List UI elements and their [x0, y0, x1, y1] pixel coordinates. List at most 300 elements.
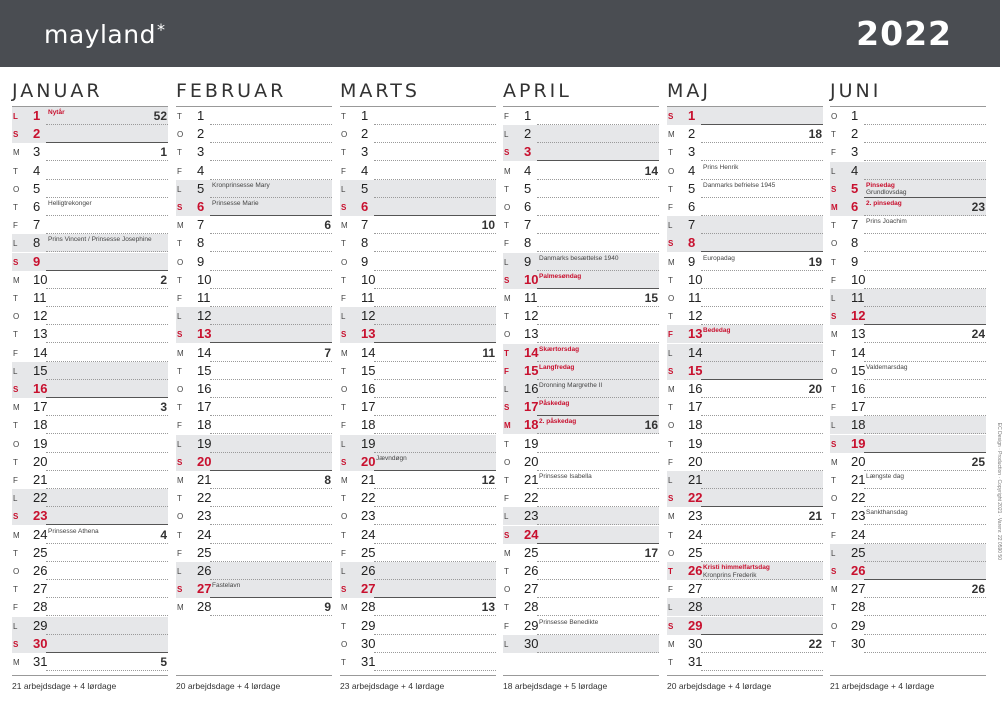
day-row	[340, 562, 496, 580]
weekday-letter: L	[341, 184, 346, 194]
weekday-letter: F	[668, 457, 673, 467]
weekday-letter: F	[341, 294, 346, 303]
weekday-letter: F	[13, 476, 18, 485]
day-row	[830, 416, 986, 434]
week-number: 17	[644, 545, 658, 560]
day-row	[667, 380, 823, 398]
day-row	[340, 507, 496, 525]
weekday-letter: F	[177, 548, 182, 558]
weekday-letter: L	[341, 312, 346, 322]
weekday-letter: F	[177, 294, 182, 303]
weekday-letter: T	[341, 403, 346, 413]
weekday-letter: O	[668, 548, 675, 558]
day-number: 13	[33, 326, 48, 342]
day-row	[503, 435, 659, 453]
weekday-letter: S	[504, 530, 510, 540]
day-number: 4	[524, 162, 532, 178]
day-number: 29	[851, 617, 866, 633]
day-row	[503, 198, 659, 216]
day-row	[12, 435, 168, 453]
weekday-letter: L	[831, 548, 836, 558]
day-number: 4	[851, 162, 859, 178]
day-event	[212, 582, 240, 590]
day-line	[537, 652, 659, 653]
weekday-letter: M	[504, 548, 511, 558]
day-row	[176, 107, 332, 125]
month-name: FEBRUAR	[176, 80, 287, 102]
day-row	[176, 180, 332, 198]
day-row	[340, 544, 496, 562]
day-row	[667, 580, 823, 598]
day-row	[830, 344, 986, 362]
day-number: 17	[361, 399, 376, 415]
day-row	[503, 143, 659, 161]
day-number: 10	[197, 271, 212, 287]
day-row	[667, 362, 823, 380]
day-number: 26	[524, 563, 539, 578]
day-row	[830, 526, 986, 544]
day-row	[503, 635, 659, 653]
day-row	[830, 107, 986, 125]
day-event	[866, 218, 907, 226]
day-number: 15	[688, 362, 703, 378]
weekday-letter: O	[831, 112, 838, 121]
day-number: 24	[524, 526, 539, 542]
day-number: 2	[361, 126, 369, 142]
week-number: 9	[324, 600, 331, 615]
weekday-letter: S	[177, 457, 183, 467]
day-row	[503, 107, 659, 125]
day-number: 13	[851, 326, 866, 342]
day-row	[503, 344, 659, 362]
weekday-letter: O	[177, 512, 184, 522]
weekday-letter: O	[177, 257, 184, 267]
week-number: 7	[324, 345, 331, 360]
day-row	[667, 125, 823, 143]
day-number: 5	[33, 180, 41, 196]
weekday-letter: T	[177, 403, 182, 413]
day-row	[830, 143, 986, 161]
day-event	[539, 382, 602, 390]
day-number: 12	[361, 308, 376, 324]
week-number: 16	[644, 418, 658, 433]
day-row	[667, 398, 823, 416]
day-number: 26	[197, 563, 212, 578]
weekday-letter: F	[504, 239, 509, 249]
day-number: 6	[851, 199, 859, 214]
day-row	[340, 453, 496, 471]
weekday-letter: T	[13, 548, 18, 558]
day-number: 9	[524, 253, 532, 269]
day-number: 19	[851, 435, 866, 451]
day-row	[12, 526, 168, 544]
weekday-letter: F	[341, 166, 346, 176]
day-row	[667, 562, 823, 580]
weekday-letter: L	[13, 239, 18, 249]
day-number: 7	[851, 217, 859, 233]
day-event	[703, 255, 735, 263]
month-name: MARTS	[340, 80, 420, 102]
day-number: 3	[688, 144, 696, 160]
event-text: Danmarks befrielse 1945	[703, 181, 776, 189]
day-number: 25	[851, 544, 866, 560]
weekday-letter: T	[831, 348, 836, 358]
day-number: 14	[524, 344, 539, 360]
day-row	[12, 507, 168, 525]
day-row	[667, 180, 823, 198]
day-row	[503, 580, 659, 598]
weekday-letter: T	[668, 148, 673, 158]
day-number: 1	[33, 108, 41, 123]
day-number: 27	[524, 581, 539, 597]
weekday-letter: F	[13, 603, 18, 613]
day-row	[12, 125, 168, 143]
weekday-letter: S	[13, 130, 19, 140]
day-number: 1	[524, 108, 532, 123]
event-text: Prinsesse Athena	[48, 527, 99, 535]
weekday-letter: M	[13, 275, 20, 285]
day-number: 16	[688, 381, 703, 396]
week-number: 12	[481, 473, 495, 487]
weekday-letter: T	[831, 130, 836, 140]
weekday-letter: T	[341, 494, 346, 504]
weekday-letter: M	[177, 348, 184, 358]
day-row	[503, 453, 659, 471]
weekday-letter: L	[504, 512, 509, 522]
weekday-letter: T	[504, 348, 509, 358]
day-event	[539, 418, 576, 426]
weekday-letter: S	[668, 494, 674, 504]
weekday-letter: T	[341, 621, 346, 631]
weekday-letter: M	[668, 385, 675, 394]
day-row	[830, 307, 986, 325]
day-number: 27	[688, 581, 703, 597]
day-row	[667, 162, 823, 180]
day-row	[176, 143, 332, 161]
weekday-letter: M	[177, 221, 184, 231]
day-number: 12	[33, 308, 48, 324]
weekday-letter: T	[504, 312, 509, 322]
weekday-letter: L	[668, 348, 673, 358]
weekday-letter: O	[341, 257, 348, 267]
day-row	[340, 307, 496, 325]
event-text: Kronprinsesse Mary	[212, 181, 270, 189]
event-text-secondary: Grundlovsdag	[866, 189, 907, 197]
event-text: Bededag	[703, 327, 731, 335]
weekday-letter: T	[13, 421, 18, 431]
day-row	[667, 635, 823, 653]
day-number: 20	[524, 453, 539, 469]
day-row	[12, 617, 168, 635]
weekday-letter: T	[668, 403, 673, 413]
weekday-letter: T	[504, 476, 509, 485]
day-number: 18	[688, 417, 703, 433]
weekday-letter: L	[504, 130, 509, 140]
weekday-letter: L	[831, 421, 836, 431]
day-row	[340, 143, 496, 161]
weekday-letter: F	[831, 530, 836, 540]
weekday-letter: M	[341, 603, 348, 613]
day-row	[830, 234, 986, 252]
day-event	[48, 236, 152, 244]
day-number: 3	[33, 144, 41, 160]
day-number: 8	[33, 235, 41, 251]
event-text: Fastelavn	[212, 582, 241, 590]
day-row	[340, 580, 496, 598]
credit-text: EC Design · Production · Copyright 2021 · Varenr. 22 0590 50	[996, 422, 1002, 560]
day-row	[176, 289, 332, 307]
day-number: 21	[361, 472, 376, 487]
weekday-letter: S	[831, 184, 837, 194]
day-event	[866, 473, 904, 481]
week-number: 13	[481, 600, 495, 615]
weekday-letter: T	[668, 312, 673, 322]
day-row	[340, 526, 496, 544]
header-bar	[0, 0, 1000, 67]
day-row	[503, 325, 659, 343]
weekday-letter: M	[13, 148, 20, 158]
weekday-letter: M	[831, 203, 838, 212]
day-row	[503, 398, 659, 416]
day-row	[503, 416, 659, 434]
event-text: Palmesøndag	[539, 272, 582, 280]
month-footer: 20 arbejdsdage + 4 lørdage	[176, 681, 281, 691]
day-row	[667, 107, 823, 125]
day-number: 11	[688, 290, 702, 305]
day-number: 31	[361, 654, 376, 669]
day-number: 24	[361, 526, 376, 542]
week-number: 5	[160, 655, 167, 669]
day-number: 19	[361, 435, 376, 451]
day-event	[539, 273, 581, 281]
day-event	[866, 364, 907, 372]
weekday-letter: L	[504, 639, 509, 649]
day-row	[176, 489, 332, 507]
weekday-letter: T	[668, 439, 673, 449]
day-row	[667, 435, 823, 453]
weekday-letter: T	[177, 275, 182, 285]
event-text: Valdemarsdag	[866, 363, 908, 371]
day-row	[503, 234, 659, 252]
day-row	[176, 453, 332, 471]
day-row	[667, 143, 823, 161]
day-row	[12, 544, 168, 562]
event-text: 2. påskedag	[539, 418, 577, 426]
day-event	[539, 346, 579, 354]
day-row	[503, 216, 659, 234]
weekday-letter: O	[668, 166, 675, 176]
day-number: 20	[33, 453, 48, 469]
week-number: 22	[808, 636, 822, 651]
day-row	[176, 325, 332, 343]
day-row	[340, 635, 496, 653]
day-line	[46, 670, 168, 671]
day-row	[830, 617, 986, 635]
day-row	[340, 362, 496, 380]
day-row	[667, 453, 823, 471]
weekday-letter: T	[341, 530, 346, 540]
day-row	[667, 198, 823, 216]
day-number: 6	[688, 199, 696, 214]
weekday-letter: F	[13, 221, 18, 231]
month-footer-rule	[830, 675, 986, 676]
event-text: Prinsesse Benedikte	[539, 618, 599, 626]
week-number: 15	[644, 291, 658, 305]
week-number: 21	[808, 509, 822, 524]
day-row	[830, 544, 986, 562]
weekday-letter: T	[831, 639, 836, 649]
day-row	[340, 180, 496, 198]
day-row	[12, 307, 168, 325]
day-number: 14	[361, 344, 376, 360]
day-row	[340, 344, 496, 362]
day-number: 27	[33, 581, 48, 597]
week-number: 52	[153, 109, 167, 123]
month-footer: 18 arbejdsdage + 5 lørdage	[503, 681, 608, 691]
day-row	[340, 416, 496, 434]
day-row	[340, 325, 496, 343]
day-number: 23	[33, 508, 48, 524]
day-row	[12, 289, 168, 307]
weekday-letter: T	[504, 184, 509, 194]
day-number: 24	[851, 526, 866, 542]
day-row	[830, 125, 986, 143]
event-text: Længste dag	[866, 473, 904, 480]
month-name: MAJ	[667, 80, 711, 102]
day-row	[667, 617, 823, 635]
day-row	[340, 234, 496, 252]
day-number: 18	[361, 417, 376, 433]
day-number: 15	[851, 362, 866, 378]
weekday-letter: M	[668, 130, 675, 140]
weekday-letter: F	[504, 366, 509, 376]
event-text: Nytår	[48, 109, 65, 116]
day-row	[12, 562, 168, 580]
day-number: 15	[361, 362, 376, 378]
day-number: 24	[688, 526, 703, 542]
weekday-letter: T	[831, 221, 836, 231]
day-number: 16	[197, 381, 212, 396]
day-row	[830, 635, 986, 653]
day-row	[503, 289, 659, 307]
day-number: 20	[361, 453, 376, 469]
day-row	[340, 380, 496, 398]
day-number: 23	[688, 508, 703, 524]
weekday-letter: M	[504, 421, 511, 431]
month-footer-rule	[667, 675, 823, 676]
day-row	[667, 526, 823, 544]
day-row	[176, 562, 332, 580]
day-row	[830, 580, 986, 598]
day-number: 25	[688, 544, 703, 560]
weekday-letter: M	[831, 585, 838, 595]
day-number: 2	[197, 126, 205, 142]
day-number: 19	[524, 435, 539, 451]
day-number: 11	[361, 290, 375, 305]
day-number: 6	[361, 199, 369, 214]
day-number: 17	[33, 399, 48, 415]
day-row	[667, 653, 823, 671]
day-row	[176, 507, 332, 525]
weekday-letter: F	[177, 421, 182, 431]
weekday-letter: L	[13, 494, 18, 504]
day-number: 7	[688, 217, 696, 233]
weekday-letter: O	[504, 585, 511, 595]
day-row	[830, 180, 986, 198]
weekday-letter: O	[504, 457, 511, 467]
weekday-letter: T	[831, 476, 836, 485]
day-line	[701, 670, 823, 671]
weekday-letter: F	[504, 621, 509, 631]
day-number: 14	[688, 344, 703, 360]
weekday-letter: F	[831, 403, 836, 413]
day-row	[340, 398, 496, 416]
day-number: 27	[197, 581, 212, 597]
day-row	[503, 271, 659, 289]
weekday-letter: M	[13, 530, 20, 540]
day-row	[12, 180, 168, 198]
weekday-letter: S	[13, 257, 19, 267]
day-row	[12, 362, 168, 380]
day-row	[503, 526, 659, 544]
day-number: 26	[688, 563, 703, 578]
day-number: 11	[524, 290, 538, 305]
day-row	[12, 416, 168, 434]
day-number: 13	[524, 326, 539, 342]
week-number: 18	[808, 127, 822, 142]
event-text: Prinsesse Isabella	[539, 473, 592, 480]
weekday-letter: O	[504, 203, 511, 212]
day-number: 14	[33, 344, 48, 360]
day-number: 7	[361, 217, 369, 233]
day-number: 8	[197, 235, 205, 251]
weekday-letter: T	[177, 148, 182, 158]
day-number: 12	[197, 308, 212, 324]
day-row	[830, 471, 986, 489]
weekday-letter: S	[831, 439, 837, 449]
day-number: 29	[688, 617, 703, 633]
day-row	[340, 125, 496, 143]
day-row	[830, 362, 986, 380]
day-row	[667, 307, 823, 325]
weekday-letter: M	[831, 330, 838, 340]
weekday-letter: F	[13, 348, 18, 358]
day-line	[374, 670, 496, 671]
day-number: 28	[851, 599, 866, 615]
weekday-letter: T	[177, 239, 182, 249]
day-row	[667, 489, 823, 507]
day-number: 1	[851, 108, 859, 123]
day-number: 1	[688, 108, 696, 123]
month-footer-rule	[503, 675, 659, 676]
weekday-letter: M	[341, 476, 348, 485]
week-number: 19	[808, 254, 822, 269]
day-row	[503, 562, 659, 580]
weekday-letter: O	[504, 330, 511, 340]
day-row	[830, 507, 986, 525]
weekday-letter: M	[668, 257, 675, 267]
day-number: 3	[851, 144, 859, 160]
day-event	[539, 364, 574, 372]
weekday-letter: M	[177, 603, 184, 613]
day-row	[340, 617, 496, 635]
month-name: JUNI	[830, 80, 882, 102]
day-number: 16	[851, 381, 866, 396]
day-number: 6	[524, 199, 532, 214]
day-row	[12, 143, 168, 161]
weekday-letter: S	[177, 585, 183, 595]
weekday-letter: T	[13, 330, 18, 340]
